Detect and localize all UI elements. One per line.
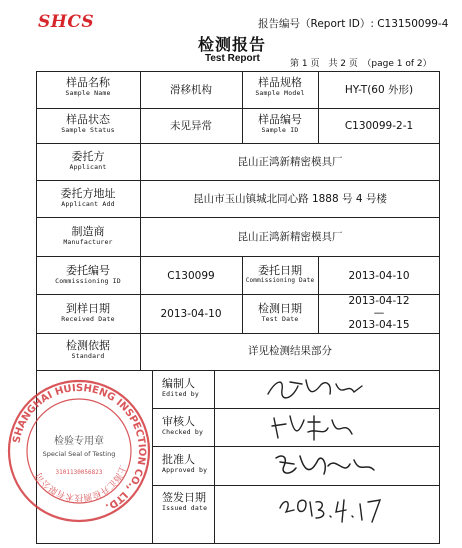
sample-id-value: C130099-2-1: [344, 120, 414, 132]
sample-status-value: 未见异常: [170, 120, 212, 132]
row-divider: [36, 108, 440, 109]
sample-model-label: 样品规格 Sample Model: [255, 76, 305, 97]
company-logo: SHCS: [38, 12, 95, 32]
inspection-seal: [6, 378, 152, 524]
approved-by-label: 批准人 Approved by: [162, 453, 208, 474]
checker-signature: [268, 410, 358, 444]
row-divider: [36, 217, 440, 218]
standard-value: 详见检测结果部分: [248, 345, 332, 357]
issued-date-handwritten: [276, 488, 396, 528]
applicant-value: 昆山正鸿新精密模具厂: [237, 156, 343, 168]
row-divider: [36, 180, 440, 181]
test-date-start: 2013-04-12: [348, 295, 410, 307]
test-date-separator: —: [373, 307, 385, 319]
applicant-label: 委托方 Applicant: [69, 150, 107, 171]
row-divider: [152, 408, 440, 409]
seal-code: 3101130056823: [55, 469, 103, 476]
test-date-label: 检测日期 Test Date: [258, 302, 302, 323]
applicant-add-label: 委托方地址 Applicant Add: [60, 187, 116, 208]
row-divider: [36, 370, 440, 371]
page-title-cn: 检测报告: [198, 35, 267, 54]
commissioning-date-label: 委托日期 Commissioning Date: [245, 264, 315, 284]
sample-id-label: 样品编号 Sample ID: [258, 113, 302, 134]
seal-inner-text: 上海汇升检测技术有限公司: [34, 463, 128, 503]
seal-center-en: Special Seal of Testing: [42, 450, 116, 458]
commissioning-date-value: 2013-04-10: [348, 270, 410, 282]
commissioning-id-value: C130099: [167, 270, 215, 282]
page-info: 第 1 页 共 2 页 （page 1 of 2）: [290, 59, 432, 69]
report-id: 报告编号（Report ID）: C13150099-4: [258, 18, 449, 30]
row-divider: [152, 485, 440, 486]
row-divider: [152, 446, 440, 447]
received-date-label: 到样日期 Received Date: [61, 302, 115, 323]
page-title-en: Test Report: [205, 53, 260, 64]
manufacturer-label: 制造商 Manufacturer: [63, 225, 113, 246]
seal-outer-text: SHANGHAI HUISHENG INSPECTION CO., LTD.: [11, 382, 148, 513]
row-divider: [36, 256, 440, 257]
checked-by-label: 审核人 Checked by: [162, 415, 204, 436]
applicant-add-value: 昆山市玉山镇城北同心路 1888 号 4 号楼: [193, 193, 387, 205]
sample-name-label: 样品名称 Sample Name: [65, 76, 111, 97]
approver-signature: [270, 448, 380, 482]
sample-status-label: 样品状态 Sample Status: [61, 113, 115, 134]
row-divider: [36, 333, 440, 334]
sample-name-value: 滑移机构: [170, 84, 212, 96]
sample-model-value: HY-T(60 外形): [344, 84, 414, 96]
issued-date-label: 签发日期 Issued date: [162, 491, 208, 512]
standard-label: 检测依据 Standard: [66, 339, 110, 360]
commissioning-id-label: 委托编号 Commissioning ID: [55, 264, 121, 285]
received-date-value: 2013-04-10: [160, 308, 222, 320]
manufacturer-value: 昆山正鸿新精密模具厂: [237, 231, 343, 243]
column-divider: [140, 71, 141, 370]
column-divider: [318, 71, 319, 143]
row-divider: [36, 143, 440, 144]
edited-by-label: 编制人 Edited by: [162, 377, 200, 398]
editor-signature: [262, 372, 372, 406]
test-date-end: 2013-04-15: [348, 319, 410, 331]
seal-center-cn: 检验专用章: [54, 436, 104, 447]
